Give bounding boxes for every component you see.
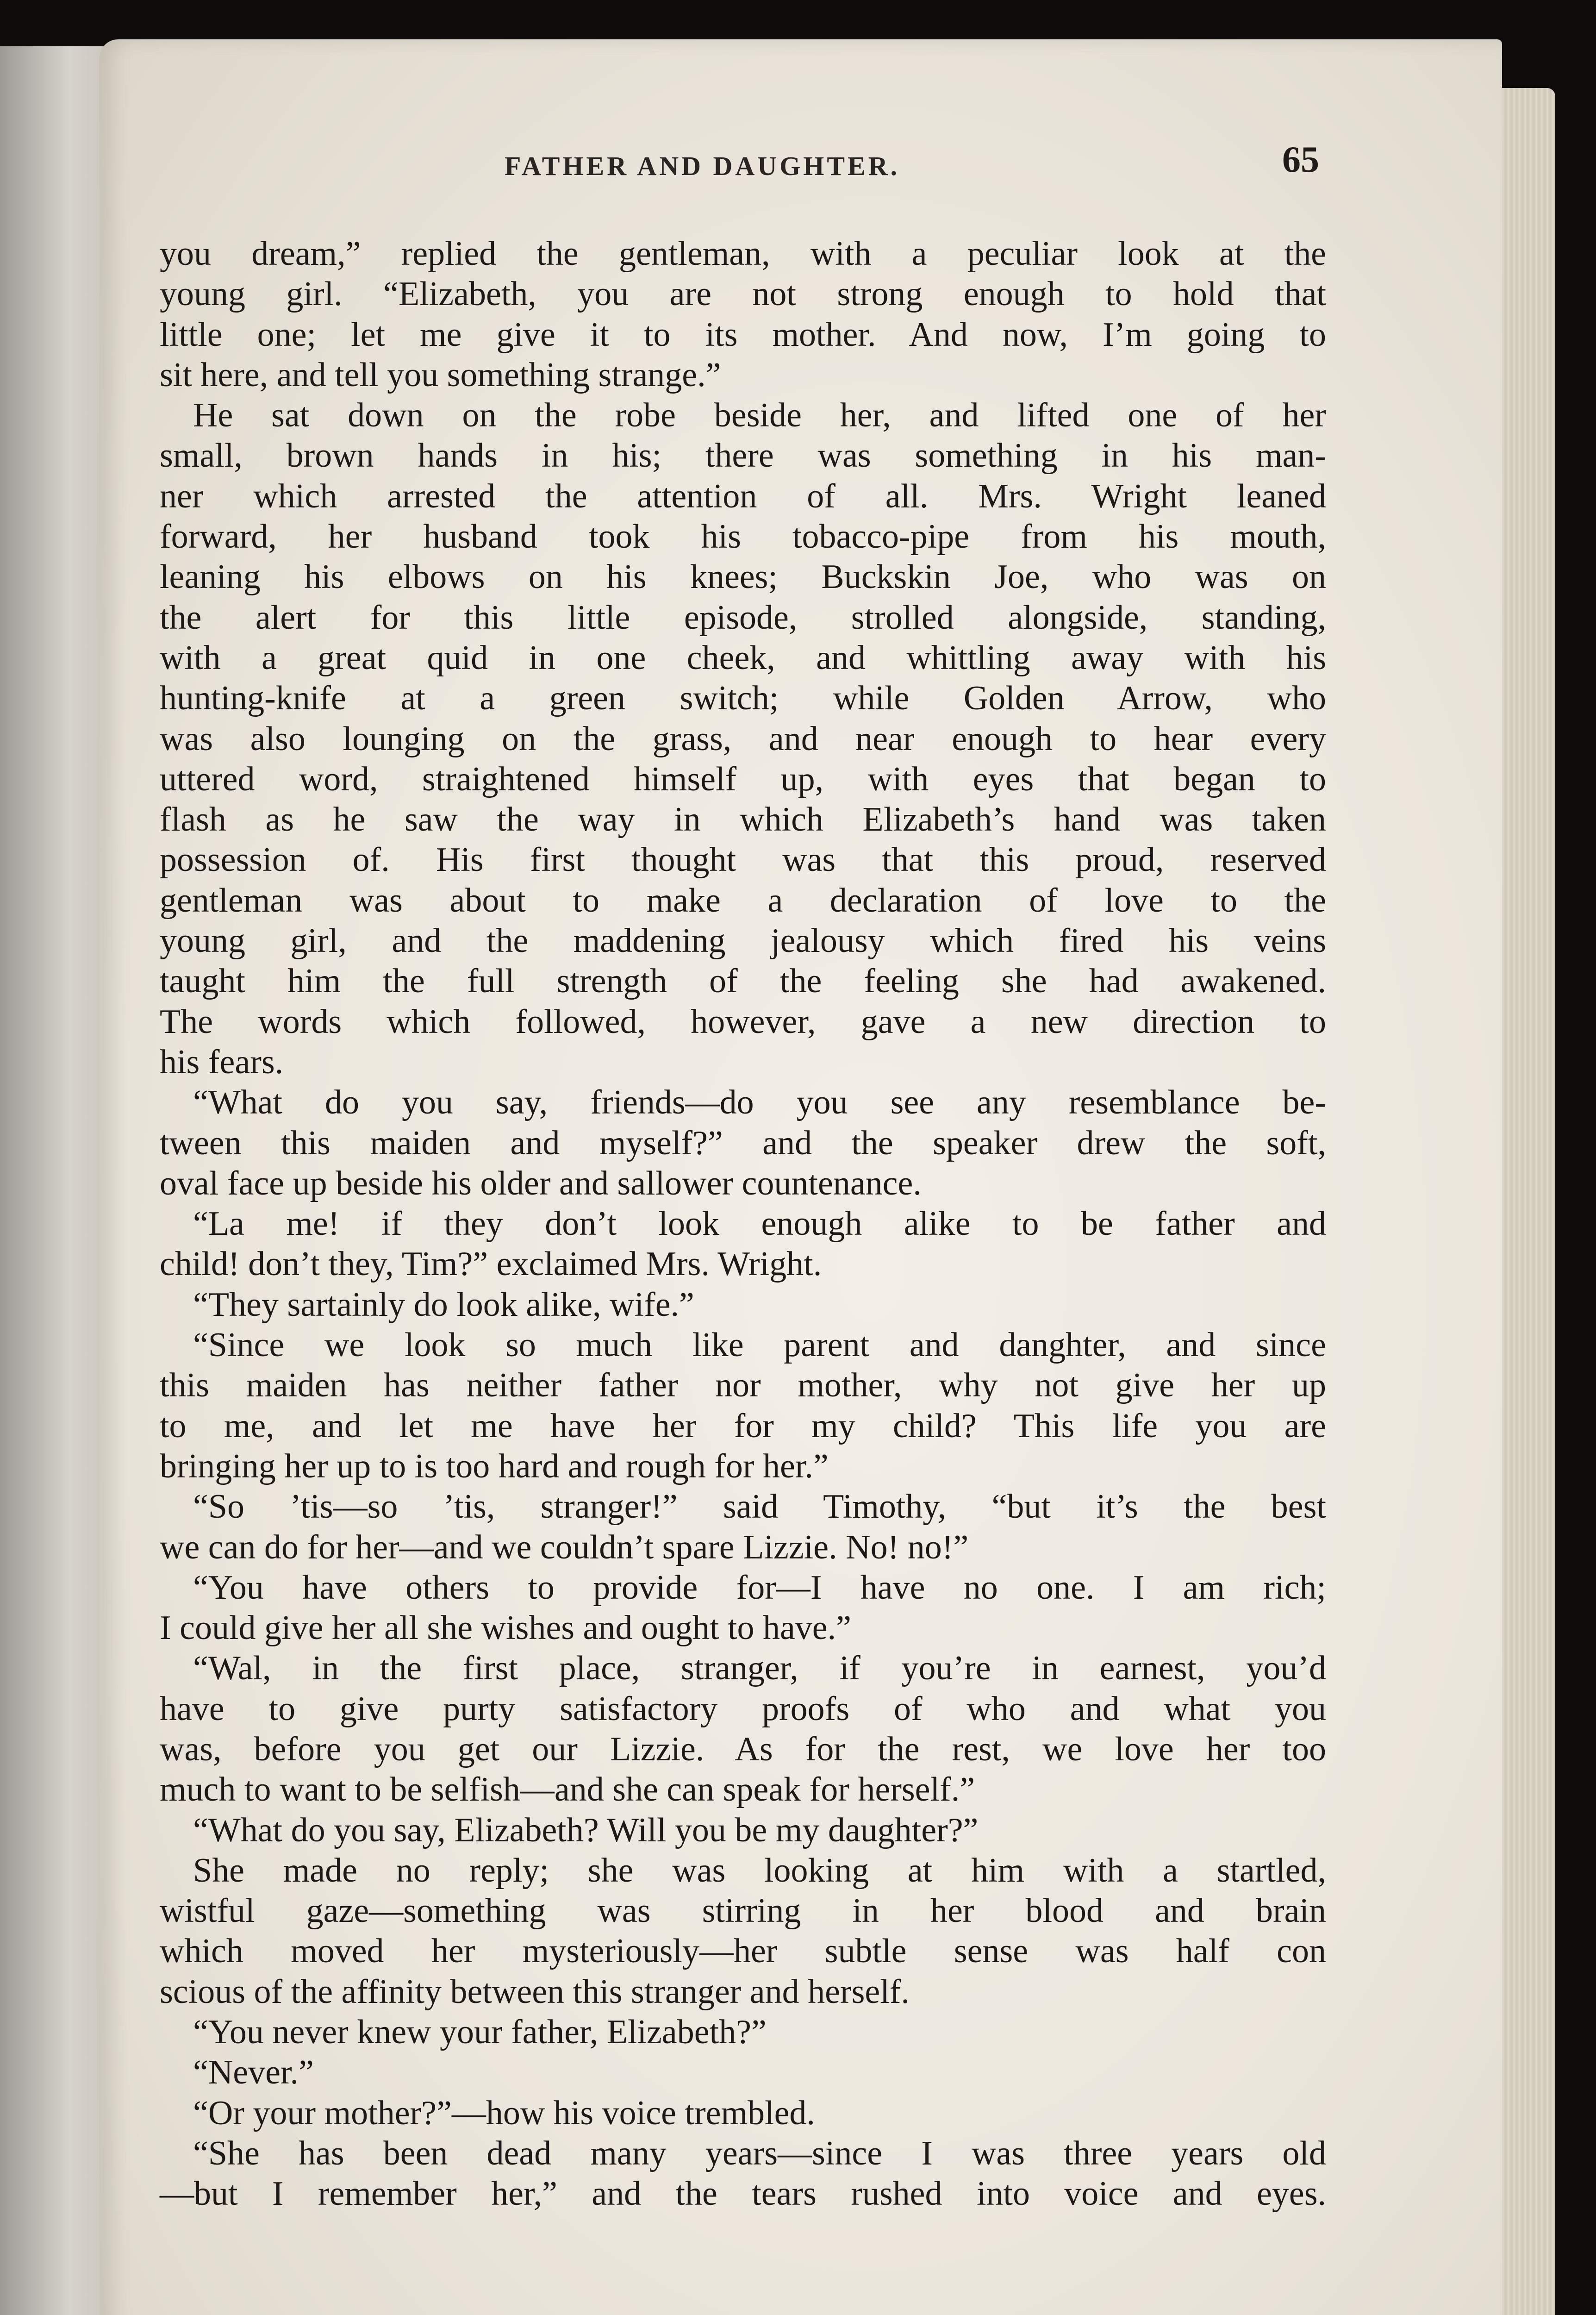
text-line: “You have others to provide for—I have no one. I am rich;: [193, 1568, 1326, 1607]
text-line: wistful gaze—something was stirring in her blood and brain: [160, 1892, 1326, 1930]
text-line: “They sartainly do look alike, wife.”: [193, 1285, 694, 1324]
text-line: child! don’t they, Tim?” exclaimed Mrs. Wright.: [160, 1245, 822, 1283]
text-line: She made no reply; she was looking at him with a startled,: [193, 1851, 1326, 1890]
text-line: to me, and let me have her for my child? This life you are: [160, 1407, 1326, 1445]
text-line: oval face up beside his older and sallower countenance.: [160, 1164, 922, 1202]
page-number: 65: [1282, 139, 1319, 180]
text-line: with a great quid in one cheek, and whittling away with his: [160, 638, 1326, 677]
text-line: small, brown hands in his; there was something in his man-: [160, 437, 1326, 475]
text-line: “Since we look so much like parent and danghter, and since: [193, 1326, 1326, 1364]
text-line: flash as he saw the way in which Elizabeth’s hand was taken: [160, 801, 1326, 839]
text-line: which moved her mysteriously—her subtle sense was half con: [160, 1932, 1326, 1971]
text-line: young girl. “Elizabeth, you are not strong enough to hold that: [160, 275, 1326, 313]
text-line: “What do you say, friends—do you see any resemblance be-: [193, 1083, 1326, 1122]
text-line: “Or your mother?”—how his voice trembled.: [193, 2094, 815, 2132]
text-line: hunting-knife at a green switch; while Golden Arrow, who: [160, 679, 1326, 718]
text-line: —but I remember her,” and the tears rushed into voice and eyes.: [160, 2175, 1326, 2213]
text-line: forward, her husband took his tobacco-pipe from his mouth,: [160, 518, 1326, 556]
text-line: was, before you get our Lizzie. As for the rest, we love her too: [160, 1730, 1326, 1768]
text-line: taught him the full strength of the feeling she had awakened.: [160, 962, 1326, 1001]
text-line: have to give purty satisfactory proofs of who and what you: [160, 1689, 1326, 1728]
text-line: He sat down on the robe beside her, and lifted one of her: [193, 396, 1326, 435]
text-line: we can do for her—and we couldn’t spare Lizzie. No! no!”: [160, 1528, 969, 1566]
text-line: tween this maiden and myself?” and the speaker drew the soft,: [160, 1124, 1326, 1162]
text-line: young girl, and the maddening jealousy which fired his veins: [160, 922, 1326, 960]
text-line: this maiden has neither father nor mother, why not give her up: [160, 1366, 1326, 1405]
text-line: “La me! if they don’t look enough alike to be father and: [193, 1205, 1326, 1243]
text-line: “What do you say, Elizabeth? Will you be my daughter?”: [193, 1811, 979, 1849]
text-line: gentleman was about to make a declaration of love to the: [160, 881, 1326, 920]
text-line: uttered word, straightened himself up, with eyes that began to: [160, 760, 1326, 798]
text-line: little one; let me give it to its mother. And now, I’m going to: [160, 315, 1326, 354]
body-text: [160, 234, 1326, 2215]
text-line: “You never knew your father, Elizabeth?”: [193, 2013, 767, 2052]
text-line: “So ’tis—so ’tis, stranger!” said Timothy, “but it’s the best: [193, 1488, 1326, 1526]
text-line: sit here, and tell you something strange.”: [160, 356, 721, 394]
text-line: “Wal, in the first place, stranger, if you’re in earnest, you’d: [193, 1649, 1326, 1688]
text-line: The words which followed, however, gave a new direction to: [160, 1002, 1326, 1041]
text-line: ner which arrested the attention of all. Mrs. Wright leaned: [160, 477, 1326, 515]
text-line: possession of. His first thought was that this proud, reserved: [160, 841, 1326, 879]
text-line: I could give her all she wishes and ought to have.”: [160, 1609, 851, 1647]
text-line: you dream,” replied the gentleman, with a peculiar look at the: [160, 235, 1326, 273]
text-line: the alert for this little episode, strolled alongside, standing,: [160, 598, 1326, 637]
running-head: FATHER AND DAUGHTER.: [505, 151, 900, 181]
left-page-edge: [0, 46, 116, 2315]
text-line: bringing her up to is too hard and rough for her.”: [160, 1447, 829, 1485]
text-line: leaning his elbows on his knees; Buckskin Joe, who was on: [160, 558, 1326, 596]
text-line: his fears.: [160, 1043, 284, 1081]
text-line: was also lounging on the grass, and near enough to hear every: [160, 720, 1326, 758]
text-line: “She has been dead many years—since I was three years old: [193, 2134, 1326, 2172]
text-line: much to want to be selfish—and she can speak for herself.”: [160, 1771, 975, 1809]
text-line: scious of the affinity between this stranger and herself.: [160, 1972, 910, 2011]
text-line: “Never.”: [193, 2053, 314, 2092]
